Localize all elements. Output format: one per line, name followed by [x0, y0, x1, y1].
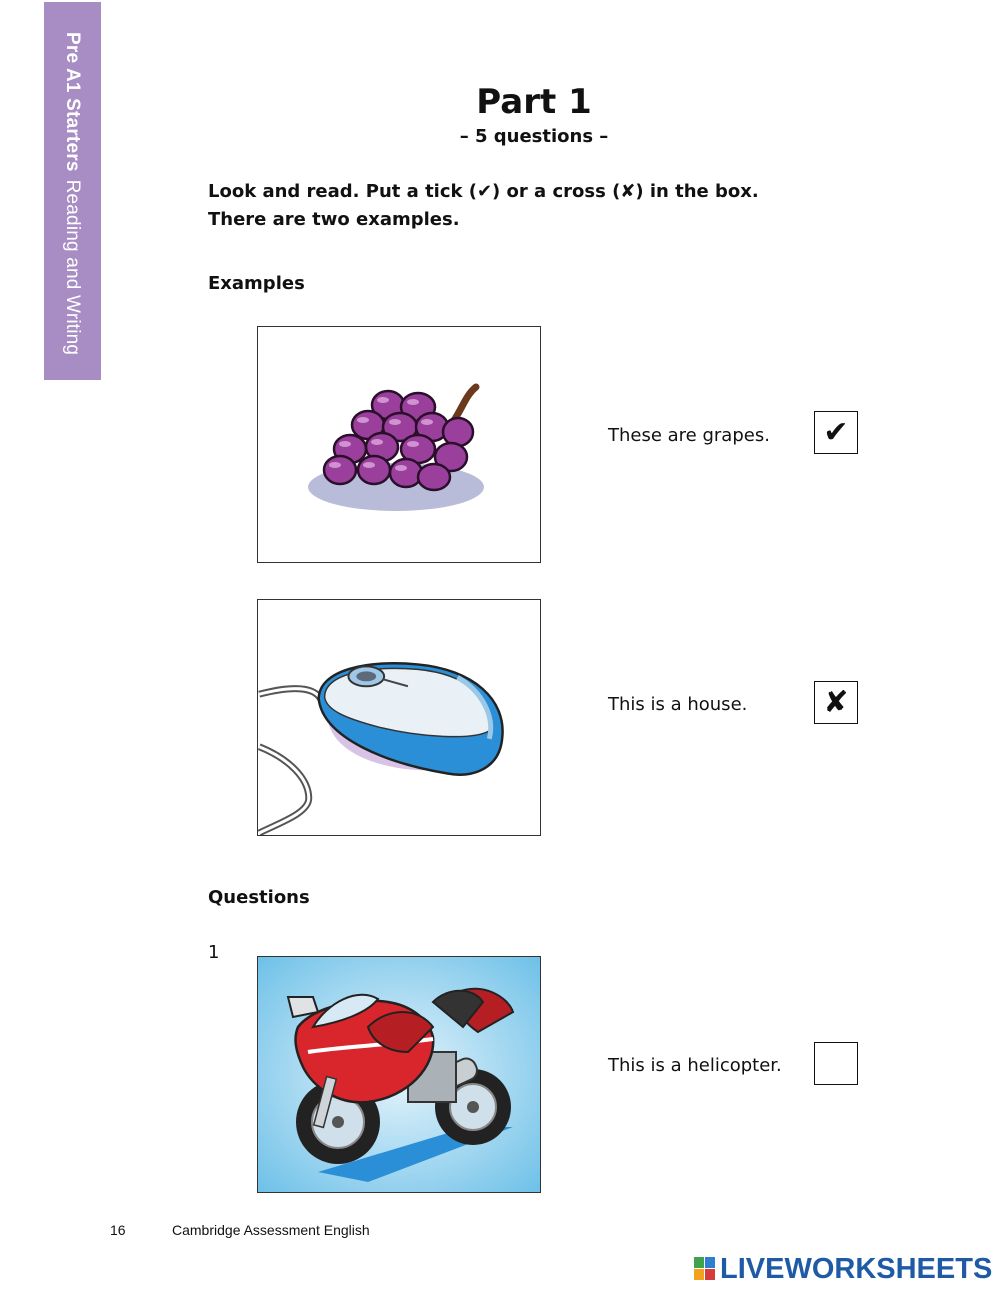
instruction-line-2: There are two examples. — [208, 209, 460, 230]
liveworksheets-wordmark: LIVEWORKSHEETS — [720, 1252, 993, 1285]
side-tab-paper: Reading and Writing — [62, 179, 83, 356]
computer-mouse-picture — [257, 599, 541, 836]
instruction-line-1: Look and read. Put a tick (✔) or a cross (✘) in the box. — [208, 181, 759, 202]
example-2-sentence: This is a house. — [608, 694, 748, 715]
question-1-answer-box[interactable] — [814, 1042, 858, 1085]
motorbike-picture — [257, 956, 541, 1193]
page-number: 16 — [110, 1222, 126, 1238]
examples-heading: Examples — [208, 273, 305, 294]
side-tab-label — [61, 32, 83, 355]
questions-heading: Questions — [208, 887, 310, 908]
liveworksheets-brand — [694, 1253, 992, 1285]
question-1-sentence: This is a helicopter. — [608, 1055, 782, 1076]
part-subtitle: – 5 questions – — [459, 126, 609, 147]
part-title: Part 1 — [476, 82, 592, 122]
computer-mouse-illustration — [258, 600, 540, 835]
example-1-sentence: These are grapes. — [608, 425, 770, 446]
motorbike-illustration — [258, 957, 540, 1192]
grapes-picture — [257, 326, 541, 563]
question-1-number: 1 — [208, 942, 220, 963]
example-1-answer-box: ✔ — [814, 411, 858, 454]
publisher-name: Cambridge Assessment English — [172, 1222, 370, 1238]
example-2-answer-box: ✘ — [814, 681, 858, 724]
grapes-illustration — [258, 327, 540, 562]
side-tab — [44, 2, 101, 380]
side-tab-level: Pre A1 Starters — [62, 32, 83, 172]
liveworksheets-logo-icon — [694, 1257, 716, 1281]
